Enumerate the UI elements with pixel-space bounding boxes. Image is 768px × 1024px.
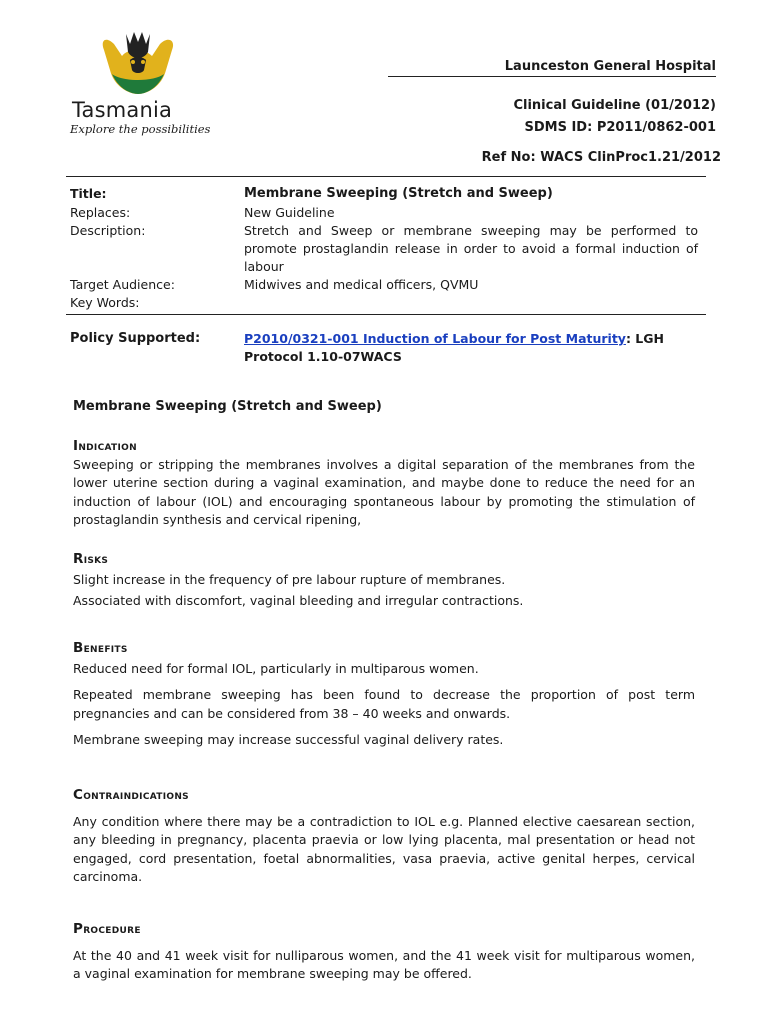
policy-link[interactable]: P2010/0321-001 Induction of Labour for Post Maturity bbox=[244, 331, 626, 346]
audience-label: Target Audience: bbox=[70, 277, 175, 292]
tasmania-logo bbox=[66, 30, 211, 140]
risks-item: Slight increase in the frequency of pre labour rupture of membranes. bbox=[73, 571, 506, 587]
risks-section bbox=[73, 550, 695, 611]
header-rule-top bbox=[388, 76, 716, 77]
policy-value bbox=[244, 330, 698, 366]
policy-protocol: Protocol 1.10-07WACS bbox=[244, 349, 402, 364]
benefits-heading: Benefits bbox=[73, 640, 128, 656]
audience-value: Midwives and medical officers, QVMU bbox=[244, 277, 479, 292]
indication-text: Sweeping or stripping the membranes involves a digital separation of the membranes from the lower uterine section during a vaginal examination, and maybe done to reduce the need for an induction of labour (IOL) and encouraging spontaneous labour by promoting the stimulation of prostaglandin synthesis and cervical ripening, bbox=[73, 456, 695, 527]
logo-wordmark: Tasmania bbox=[72, 98, 173, 122]
procedure-text: At the 40 and 41 week visit for nulliparous women, and the 41 week visit for multiparous women, a vaginal examination for membrane sweeping may be offered. bbox=[73, 947, 695, 981]
risks-item: Associated with discomfort, vaginal bleeding and irregular contractions. bbox=[73, 593, 524, 608]
indication-heading: Indication bbox=[73, 438, 137, 454]
header-rule-bottom bbox=[66, 176, 706, 177]
logo-tagline: Explore the possibilities bbox=[70, 122, 211, 136]
risks-heading: Risks bbox=[73, 551, 109, 567]
contraindications-section bbox=[73, 786, 695, 887]
benefits-item: Membrane sweeping may increase successful vaginal delivery rates. bbox=[73, 732, 504, 747]
meta-rule bbox=[66, 314, 706, 315]
replaces-value: New Guideline bbox=[244, 205, 335, 220]
document-heading: Membrane Sweeping (Stretch and Sweep) bbox=[73, 399, 382, 414]
replaces-label: Replaces: bbox=[70, 205, 131, 220]
policy-suffix: : LGH bbox=[625, 331, 664, 346]
tasmanian-devil-emblem-icon bbox=[96, 30, 180, 96]
benefits-item: Repeated membrane sweeping has been found to decrease the proportion of post term pregnancies and can be considered from 38 – 40 weeks and onwards. bbox=[73, 687, 695, 721]
guideline-number: Clinical Guideline (01/2012) bbox=[513, 98, 716, 113]
title-value: Membrane Sweeping (Stretch and Sweep) bbox=[244, 186, 553, 201]
description-value: Stretch and Sweep or membrane sweeping may be performed to promote prostaglandin release in order to avoid a formal induction of labour bbox=[244, 223, 698, 274]
keywords-label: Key Words: bbox=[70, 295, 140, 310]
contraindications-text: Any condition where there may be a contradiction to IOL e.g. Planned elective caesarean section, any bleeding in pregnancy, placenta praevia or low lying placenta, mal presentation or head not engaged, cord presentation, foetal abnormalities, vasa praevia, active genital herpes, cervical carcinoma. bbox=[73, 813, 695, 884]
procedure-section bbox=[73, 920, 695, 984]
benefits-section bbox=[73, 639, 695, 750]
procedure-heading: Procedure bbox=[73, 921, 141, 937]
indication-section bbox=[73, 437, 695, 530]
policy-label: Policy Supported: bbox=[70, 331, 201, 346]
benefits-item: Reduced need for formal IOL, particularly in multiparous women. bbox=[73, 660, 479, 676]
contraindications-heading: Contraindications bbox=[73, 787, 189, 803]
title-label: Title: bbox=[70, 186, 107, 201]
ref-number: Ref No: WACS ClinProc1.21/2012 bbox=[481, 150, 721, 165]
hospital-name: Launceston General Hospital bbox=[504, 59, 716, 74]
description-label: Description: bbox=[70, 223, 146, 238]
sdms-id: SDMS ID: P2011/0862-001 bbox=[524, 120, 716, 135]
